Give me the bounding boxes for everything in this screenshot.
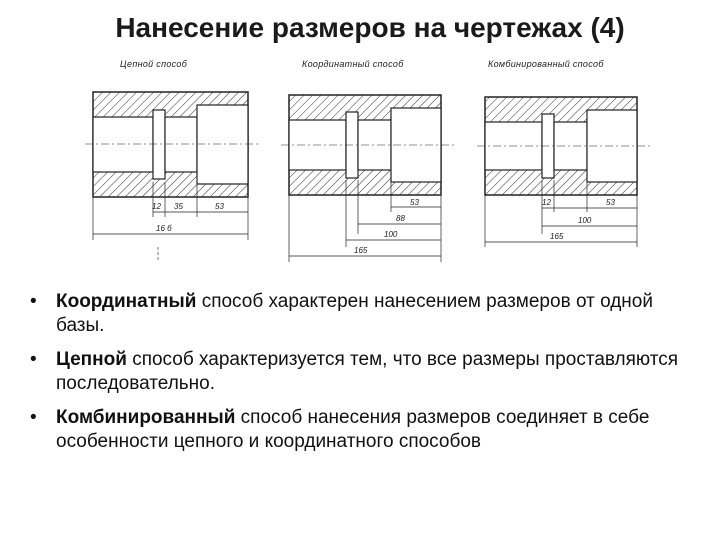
bullet-icon: • (30, 349, 37, 370)
dimension-label: 165 (354, 246, 368, 255)
dimension-label: 53 (410, 198, 419, 207)
bullet-list (30, 290, 690, 464)
figure-coordinate (286, 59, 456, 267)
figure-chain (90, 59, 260, 262)
dimension-label: 53 (215, 202, 224, 211)
definition: способ характерен нанесением размеров от одной базы. (56, 291, 653, 336)
dimension-label: 88 (396, 214, 405, 223)
definition: способ характеризуется тем, что все размеры проставляются последовательно. (56, 349, 679, 394)
part-drawing (286, 62, 456, 267)
dimension-label: 35 (174, 202, 183, 211)
part-drawing (90, 62, 260, 262)
page-title: Нанесение размеров на чертежах (4) (115, 12, 625, 43)
dimension-label: 12 (152, 202, 161, 211)
dimension-label: 53 (606, 198, 615, 207)
term: Комбинированный (56, 407, 236, 428)
figure-combined (482, 59, 652, 262)
figure-caption: Комбинированный способ (488, 59, 604, 69)
figure-caption: Цепной способ (120, 59, 188, 69)
dimension-label: 16 б (156, 224, 172, 233)
dimension-label: 100 (578, 216, 592, 225)
bullet-icon: • (30, 407, 37, 428)
dimension-label: 100 (384, 230, 398, 239)
term: Цепной (56, 349, 127, 370)
bullet-icon: • (30, 291, 37, 312)
dimension-label: 165 (550, 232, 564, 241)
term: Координатный (56, 291, 197, 312)
dimension-label: 12 (542, 198, 551, 207)
list-item (30, 290, 690, 338)
list-item (30, 348, 690, 396)
list-item (30, 406, 690, 454)
definition: способ нанесения размеров соединяет в себе особенности цепного и координатного способов (56, 407, 650, 452)
figure-caption: Координатный способ (302, 59, 404, 69)
part-drawing (482, 62, 652, 262)
